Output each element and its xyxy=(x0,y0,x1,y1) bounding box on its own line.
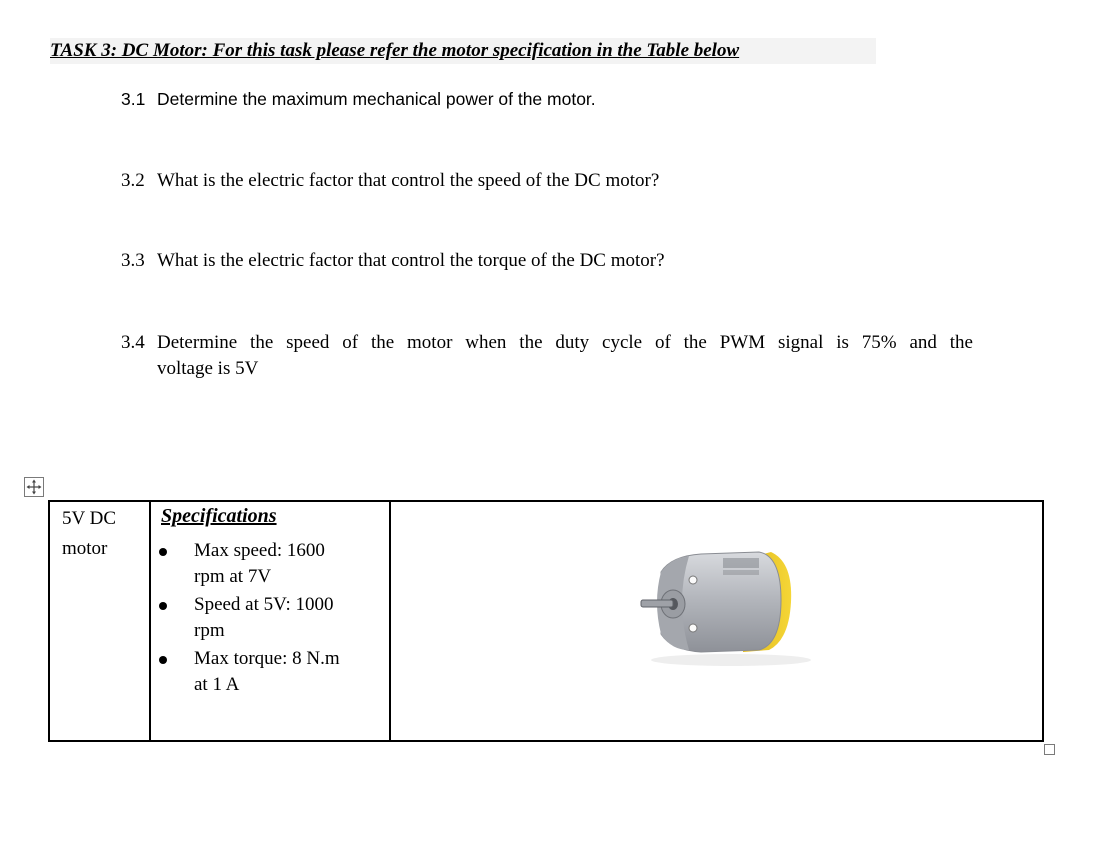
question-3-3 xyxy=(121,248,665,274)
motor-spec-table xyxy=(48,500,1044,742)
question-line-2: voltage is 5V xyxy=(157,358,259,379)
specifications-list xyxy=(151,538,389,698)
spec-line2: rpm xyxy=(194,620,225,641)
table-resize-handle-icon[interactable] xyxy=(1044,744,1055,755)
question-number: 3.3 xyxy=(121,250,145,271)
motor-image-cell xyxy=(390,501,1043,741)
question-text: What is the electric factor that control the speed of the DC motor? xyxy=(157,170,660,191)
spec-speed-5v xyxy=(151,592,374,644)
bullet-icon xyxy=(159,548,167,556)
task-title: TASK 3: DC Motor: For this task please refer the motor specification in the Table below xyxy=(50,38,876,64)
spec-line1: Max speed: 1600 xyxy=(194,540,325,561)
spec-line1: Max torque: 8 N.m xyxy=(194,648,340,669)
question-3-2 xyxy=(121,168,659,194)
question-3-1 xyxy=(121,86,596,112)
question-text: What is the electric factor that control the torque of the DC motor? xyxy=(157,250,665,271)
spec-line1: Speed at 5V: 1000 xyxy=(194,594,334,615)
spec-line2: at 1 A xyxy=(194,674,240,695)
question-3-4 xyxy=(121,330,973,382)
bullet-icon xyxy=(159,602,167,610)
table-move-handle-icon[interactable] xyxy=(24,477,44,497)
bullet-icon xyxy=(159,656,167,664)
motor-label-line1: 5V DC xyxy=(62,508,117,529)
specifications-cell xyxy=(150,501,390,741)
spec-line2: rpm at 7V xyxy=(194,566,272,587)
motor-label xyxy=(50,502,149,564)
question-text: Determine the maximum mechanical power of the motor. xyxy=(157,89,596,109)
question-text: Determine the speed of the motor when the duty cycle of the PWM signal is 75% and the xyxy=(157,332,973,353)
question-number: 3.4 xyxy=(121,332,145,353)
question-number: 3.2 xyxy=(121,170,145,191)
specifications-heading: Specifications xyxy=(161,505,277,527)
question-line-1 xyxy=(121,330,973,356)
spec-max-speed xyxy=(151,538,374,590)
question-number: 3.1 xyxy=(121,89,146,109)
spec-max-torque xyxy=(151,646,374,698)
motor-label-line2: motor xyxy=(62,538,108,559)
dc-motor-image xyxy=(631,542,821,672)
motor-label-cell xyxy=(49,501,150,741)
